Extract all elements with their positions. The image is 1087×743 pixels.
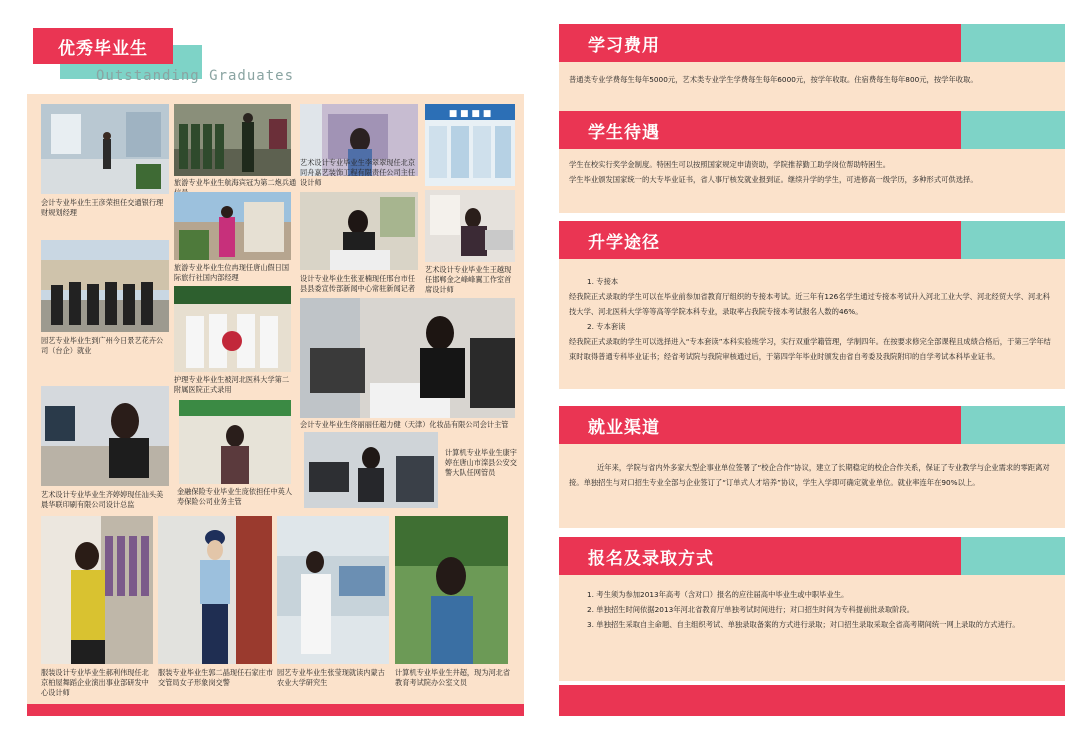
caption: 园艺专业毕业生到广州今日景艺花卉公司（台企）就业 [41,336,164,355]
bottom-accent-bar [559,685,1065,716]
section-tuition [559,24,1065,125]
graduate-photo-group-outdoor [41,240,169,332]
right-page [540,0,1087,743]
graduate-photo-nurses [174,286,291,372]
section-further-study [559,221,1065,389]
paragraph: 学生在校实行奖学金制度。特困生可以按照国家规定申请资助，学院推荐勤工助学岗位帮助特困生。 [569,160,891,169]
graduate-photo-fashion-designer [41,516,153,664]
section-accent-block [961,111,1065,149]
section-title: 就业渠道 [559,406,961,444]
graduate-photo-office-clerk [395,516,508,664]
paragraph: 1. 考生须为参加2013年高考（含对口）报名的应往届高中毕业生或中职毕业生。 [587,590,849,599]
section-accent-block [961,406,1065,444]
caption: 艺术设计专业毕业生李翠翠现任北京同舟嘉艺装饰工程有限责任公司主任设计师 [300,158,416,187]
bottom-accent-bar [27,704,524,716]
graduate-photo-lab-researcher [277,516,389,664]
section-body [559,575,1065,681]
graduate-photo-computer-desk [41,386,169,486]
caption: 服装设计专业毕业生郝利伟现任北京柏屋舞蹈企业演出事业部研发中心设计师 [41,668,149,697]
section-header [559,406,1065,444]
section-body [559,149,1065,213]
caption: 会计专业毕业生佟丽丽任超力健（天津）化妆品有限公司会计主管 [300,420,509,429]
graduate-photo-traffic-police [304,432,438,508]
graduate-photo-bank-lobby [41,104,169,194]
svg-text:■ ■ ■ ■: ■ ■ ■ ■ [448,109,492,119]
graduate-photo-police-officer [158,516,272,664]
caption: 艺术设计专业毕业生齐婷婷现任汕头美晨华联印刷有限公司设计总监 [41,490,164,509]
paragraph: 近年来，学院与省内外多家大型企事业单位签署了“校企合作”协议，建立了长期稳定的校企合作关系，保证了专业教学与企业需求的零距离对接。单独招生与对口招生专业全部与企业签订了“订单式人才培养”协议，学生入学即可确定就业单位。就业率连年在90%以上。 [569,463,1050,487]
caption: 园艺专业毕业生张莹现就读内蒙古农业大学研究生 [277,668,385,687]
section-employment [559,406,1065,528]
left-page [0,0,540,743]
section-admission [559,537,1065,681]
paragraph: 经我院正式录取的学生可以选择进入“专本套读”本科实验班学习，实行双重学籍管理，学制四年。在按要求修完全部课程且成绩合格后，于第三学年结束时取得普通专科毕业证书；经省考试院与我院审核通过后，于第四学年毕业时颁发由省自考委及我院附印的自学考试本科毕业证书。 [569,337,1051,361]
caption: 计算机专业毕业生井超，现为河北省教育考试院办公室文员 [395,668,511,687]
section-body [559,444,1065,528]
graduate-photo-travel [174,192,291,260]
section-title: 升学途径 [559,221,961,259]
caption: 服装专业毕业生郭二晶现任石家庄市交管局女子形象岗交警 [158,668,274,687]
paragraph: 2. 单独招生时间依据2013年河北省教育厅单独考试时间进行；对口招生时间为专科提前批录取阶段。 [587,605,915,614]
paragraph: 3. 单独招生采取自主命题、自主组织考试、单独录取备案的方式进行录取；对口招生录取采取全省高考期间统一网上录取的方式进行。 [587,620,1020,629]
section-benefits [559,111,1065,213]
caption: 旅游专业毕业生航海宾冠为第二炮兵通 [174,178,297,187]
caption: 护理专业毕业生被河北医科大学第二附属医院正式录用 [174,375,290,394]
page-subtitle: Outstanding Graduates [96,68,295,84]
caption: 旅游专业毕业生位冉现任唐山假日国际旅行社国内部经理 [174,263,290,282]
section-header [559,24,1065,62]
section-title: 学生待遇 [559,111,961,149]
section-accent-block [961,221,1065,259]
graduate-photo-exhibition [425,104,515,186]
section-header [559,111,1065,149]
page-title: 优秀毕业生 [33,28,173,64]
section-title: 报名及录取方式 [559,537,961,575]
caption: 计算机专业毕业生康宇婷在唐山市滦县公安交警大队任网管员 [445,448,517,477]
graduate-photo-accountant [300,298,515,418]
caption: 艺术设计专业毕业生王越现任邯郸金之峰峰翼工作室首席设计师 [425,265,512,294]
section-title: 学习费用 [559,24,961,62]
paragraph: 普通类专业学费每生每年5000元，艺术类专业学生学费每生每年6000元，按学年收取。住宿费每生每年800元，按学年收取。 [569,75,978,84]
graduate-photo-soldiers [174,104,291,176]
caption: 会计专业毕业生王彦荣担任交通银行理财规划经理 [41,198,164,217]
section-body [559,259,1065,389]
graduate-photo-designer-desk [425,190,515,262]
section-header [559,537,1065,575]
paragraph: 学生毕业颁发国家统一的大专毕业证书，省人事厅核发就业报到证。继续升学的学生，可进修高一级学历，多种形式可供选择。 [569,175,978,184]
graduate-photo-reporter [300,192,418,270]
paragraph: 1. 专接本 [587,277,619,286]
caption: 设计专业毕业生张亚楠现任邢台市任县县委宣传部新闻中心常驻新闻记者 [300,274,416,293]
graduate-photo-insurance [179,400,291,484]
section-header [559,221,1065,259]
caption: 金融保险专业毕业生庞依担任中英人寿保险公司业务主管 [177,487,293,506]
paragraph: 经我院正式录取的学生可以在毕业前参加省教育厅组织的专接本考试。近三年有126名学生通过专接本考试升入河北工业大学、河北经贸大学、河北科技大学、河北医科大学等等高等学院本科专业，录取率占我院专接本考试报名人数的46%。 [569,292,1050,316]
section-accent-block [961,537,1065,575]
section-accent-block [961,24,1065,62]
paragraph: 2. 专本套读 [587,322,626,331]
graduates-panel [27,94,524,704]
